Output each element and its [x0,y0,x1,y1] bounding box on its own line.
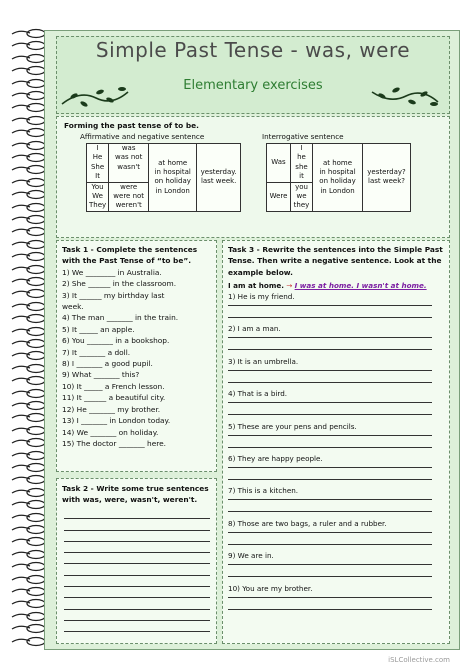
interrogative-table [266,143,411,212]
task3-item: 2) I am a man. [228,324,281,334]
aff-place-cell [149,144,197,212]
spiral-ring-icon [10,164,46,174]
spiral-ring-icon [10,338,46,348]
int-verb2-cell: Were [267,182,291,211]
int-subj: he [297,153,306,162]
aff-verb: were not [113,192,145,201]
aff-verb1-cell [109,144,149,183]
spiral-ring-icon [10,636,46,646]
aff-place: at home [158,158,188,167]
answer-line[interactable] [228,317,432,318]
spiral-ring-icon [10,561,46,571]
spiral-ring-icon [10,127,46,137]
spiral-ring-icon [10,40,46,50]
spiral-ring-icon [10,388,46,398]
aff-subj: It [95,172,100,181]
spiral-ring-icon [10,375,46,385]
int-subj2-cell [291,182,313,211]
spiral-binding [10,28,48,648]
task1-item[interactable]: 2) She ______ in the classroom. [62,279,177,289]
affirmative-heading: Affirmative and negative sentence [80,132,205,141]
int-place-cell [313,144,363,212]
aff-place: on holiday [154,177,191,186]
answer-line[interactable] [228,499,432,500]
spiral-ring-icon [10,239,46,249]
spiral-ring-icon [10,474,46,484]
task3-item: 8) Those are two bags, a ruler and a rubber. [228,518,387,528]
spiral-ring-icon [10,598,46,608]
task3-heading: example below. [228,267,293,277]
aff-subj2-cell [87,182,109,211]
int-time: yesterday? [367,168,406,177]
spiral-ring-icon [10,65,46,75]
spiral-ring-icon [10,586,46,596]
aff-subj: You [91,182,104,191]
task1-item[interactable]: 1) We ________ in Australia. [62,267,162,277]
task3-content [228,244,446,278]
spiral-ring-icon [10,177,46,187]
spiral-ring-icon [10,264,46,274]
spiral-ring-icon [10,450,46,460]
task1-item[interactable]: 8) I _______ a good pupil. [62,359,153,369]
int-subj: you [295,182,308,191]
aff-time-cell [197,144,241,212]
spiral-ring-icon [10,623,46,633]
answer-line[interactable] [228,467,432,468]
int-time-cell [363,144,411,212]
int-subj: it [299,172,304,181]
answer-line[interactable] [228,544,432,545]
int-subj: they [293,201,310,210]
example-prompt: I am at home. [228,281,284,290]
answer-line[interactable] [228,576,432,577]
spiral-ring-icon [10,152,46,162]
task1-heading: Task 1 - Complete the sentences [62,245,198,254]
aff-verb2-cell [109,182,149,211]
spiral-ring-icon [10,524,46,534]
task1-item[interactable]: 15) The doctor _______ here. [62,438,167,448]
task3-item: 10) You are my brother. [228,583,313,593]
spiral-ring-icon [10,549,46,559]
spiral-ring-icon [10,276,46,286]
answer-line[interactable] [64,519,210,530]
task1-content [62,244,214,449]
int-subj: we [296,192,307,201]
int-subj: she [295,162,308,171]
answer-line[interactable] [228,435,432,436]
spiral-ring-icon [10,499,46,509]
answer-line[interactable] [64,508,210,519]
task1-item[interactable]: 12) He _______ my brother. [62,404,161,414]
answer-line[interactable] [228,609,432,610]
task2-heading: Task 2 - Write some true sentences [62,484,209,493]
task2-content [62,483,214,506]
int-place: in London [320,186,355,195]
task2-heading: with was, were, wasn't, weren't. [62,495,198,505]
aff-time: last week. [200,177,237,186]
answer-line[interactable] [228,305,432,306]
task1-list [62,267,214,450]
task1-item[interactable]: 11) It ______ a beautiful city. [62,393,166,403]
vine-left-icon [60,84,130,110]
answer-line[interactable] [64,598,210,609]
page-subtitle: Elementary exercises [183,78,323,93]
aff-subj1-cell [87,144,109,183]
int-place: at home [322,158,353,167]
task1-item[interactable]: 6) You _______ in a bookshop. [62,336,170,346]
interrogative-heading: Interrogative sentence [262,132,344,141]
int-subj1-cell [291,144,313,183]
grammar-heading: Forming the past tense of to be. [64,121,199,130]
task1-item[interactable]: 10) It _____ a French lesson. [62,381,165,391]
task3-heading: Task 3 - Rewrite the sentences into the Simple Past [228,245,443,254]
answer-line[interactable] [64,531,210,542]
task1-item[interactable]: 4) The man _______ in the train. [62,313,179,323]
answer-line[interactable] [228,532,432,533]
int-place: on holiday [319,177,356,186]
spiral-ring-icon [10,574,46,584]
task1-item[interactable]: 9) What _______ this? [62,370,140,380]
spiral-ring-icon [10,288,46,298]
answer-line[interactable] [228,479,432,480]
spiral-ring-icon [10,512,46,522]
task3-item: 5) These are your pens and pencils. [228,421,357,431]
task1-heading: with the Past Tense of “to be”. [62,256,192,266]
task1-item[interactable]: 3) It ______ my birthday last [62,290,165,300]
answer-line[interactable] [228,370,432,371]
answer-line[interactable] [228,414,432,415]
affirmative-table [86,143,241,212]
task3-item: 4) That is a bird. [228,389,288,399]
footer-credit: iSLCollective.com [388,656,450,664]
spiral-ring-icon [10,611,46,621]
spiral-ring-icon [10,462,46,472]
aff-verb: was [121,144,136,152]
answer-line[interactable] [64,610,210,621]
task1-item[interactable]: week. [62,302,84,312]
answer-line[interactable] [64,564,210,575]
answer-line[interactable] [64,576,210,587]
answer-line[interactable] [228,337,432,338]
task1-item[interactable]: 14) We _______ on holiday. [62,427,159,437]
answer-line[interactable] [228,511,432,512]
aff-verb: was not [114,153,143,162]
aff-subj: He [92,153,103,162]
task1-item[interactable]: 5) It _____ an apple. [62,324,135,334]
spiral-ring-icon [10,115,46,125]
spiral-ring-icon [10,90,46,100]
task3-example [228,281,427,290]
aff-subj: She [90,162,105,171]
arrow-right-icon: → [286,281,293,290]
task3-item: 6) They are happy people. [228,454,323,463]
aff-verb: were [120,182,138,191]
spiral-ring-icon [10,487,46,497]
task1-item[interactable]: 7) It _______ a doll. [62,347,131,357]
spiral-ring-icon [10,78,46,88]
spiral-ring-icon [10,53,46,63]
spiral-ring-icon [10,350,46,360]
answer-line[interactable] [228,597,432,598]
spiral-ring-icon [10,425,46,435]
aff-time: yesterday. [200,168,237,177]
page-title: Simple Past Tense - was, were [95,38,411,62]
spiral-ring-icon [10,363,46,373]
aff-place: in London [155,186,190,195]
spiral-ring-icon [10,301,46,311]
aff-subj: We [92,192,103,201]
spiral-ring-icon [10,437,46,447]
spiral-ring-icon [10,102,46,112]
aff-verb: weren't [115,201,142,210]
spiral-ring-icon [10,400,46,410]
answer-line[interactable] [228,382,432,383]
answer-line[interactable] [228,447,432,448]
answer-line[interactable] [64,542,210,553]
example-answer: I was at home. I wasn't at home. [294,281,427,290]
spiral-ring-icon [10,28,46,38]
int-verb1-cell: Was [267,144,291,183]
spiral-ring-icon [10,202,46,212]
answer-line[interactable] [228,402,432,403]
task1-item[interactable]: 13) I _______ in London today. [62,416,171,426]
spiral-ring-icon [10,251,46,261]
int-place: in hospital [319,168,356,177]
spiral-ring-icon [10,140,46,150]
task2-lines[interactable] [64,508,210,632]
answer-line[interactable] [64,553,210,564]
answer-line[interactable] [228,564,432,565]
aff-verb: wasn't [117,162,141,171]
task3-item: 9) We are in. [228,551,274,561]
task3-item: 3) It is an umbrella. [228,356,299,366]
spiral-ring-icon [10,412,46,422]
vine-right-icon [370,84,440,110]
answer-line[interactable] [64,587,210,598]
spiral-ring-icon [10,313,46,323]
aff-subj: They [89,201,107,210]
answer-line[interactable] [228,349,432,350]
task3-heading: Tense. Then write a negative sentence. Look at the [228,256,442,266]
spiral-ring-icon [10,226,46,236]
spiral-ring-icon [10,536,46,546]
spiral-ring-icon [10,326,46,336]
aff-subj: I [96,144,99,152]
task3-item: 7) This is a kitchen. [228,486,299,496]
int-time: last week? [368,177,405,186]
task3-item: 1) He is my friend. [228,292,295,301]
answer-line[interactable] [64,621,210,632]
spiral-ring-icon [10,214,46,224]
aff-place: in hospital [154,168,191,177]
spiral-ring-icon [10,189,46,199]
int-subj: I [300,144,303,152]
